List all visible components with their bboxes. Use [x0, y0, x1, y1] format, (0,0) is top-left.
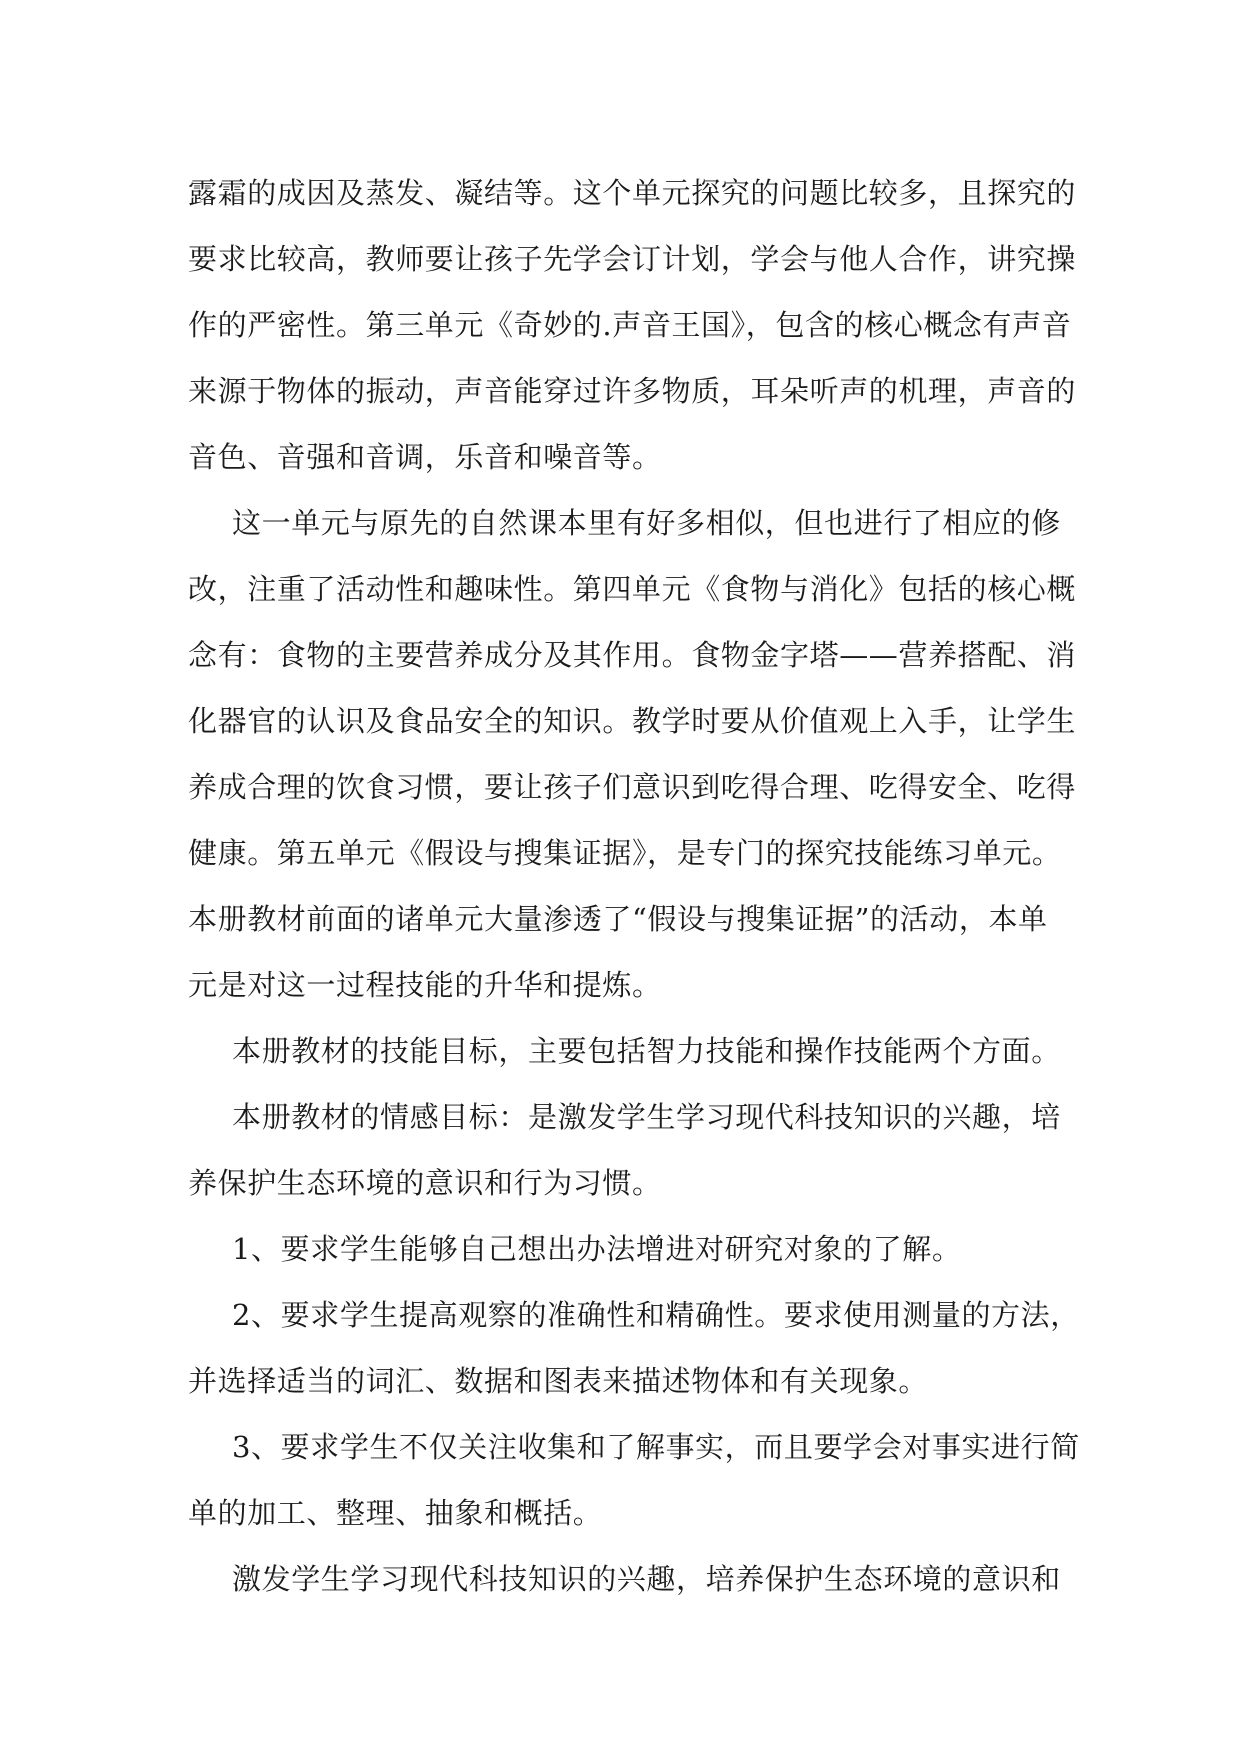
text-line-14: 本册教材的技能目标，主要包括智力技能和操作技能两个方面。	[232, 1034, 1061, 1068]
text-line-16: 养保护生态环境的意识和行为习惯。	[188, 1166, 662, 1200]
text-line-17: 1、要求学生能够自己想出办法增进对研究对象的了解。	[232, 1232, 962, 1266]
text-line-2: 要求比较高，教师要让孩子先学会订计划，学会与他人合作，讲究操	[188, 242, 1077, 276]
text-line-21: 单的加工、整理、抽象和概括。	[188, 1496, 603, 1530]
text-line-20: 3、要求学生不仅关注收集和了解事实，而且要学会对事实进行简	[232, 1430, 1080, 1464]
text-line-13: 元是对这一过程技能的升华和提炼。	[188, 968, 662, 1002]
text-line-15: 本册教材的情感目标：是激发学生学习现代科技知识的兴趣，培	[232, 1100, 1061, 1134]
text-line-1: 露霜的成因及蒸发、凝结等。这个单元探究的问题比较多，且探究的	[188, 176, 1077, 210]
text-line-11: 健康。第五单元《假设与搜集证据》，是专门的探究技能练习单元。	[188, 836, 1062, 870]
text-line-19: 并选择适当的词汇、数据和图表来描述物体和有关现象。	[188, 1364, 929, 1398]
text-line-6: 这一单元与原先的自然课本里有好多相似，但也进行了相应的修	[232, 506, 1061, 540]
body-text	[188, 160, 1080, 1612]
text-line-8: 念有：食物的主要营养成分及其作用。食物金字塔——营养搭配、消	[188, 638, 1077, 672]
text-line-3: 作的严密性。第三单元《奇妙的.声音王国》，包含的核心概念有声音	[188, 308, 1072, 342]
text-line-12: 本册教材前面的诸单元大量渗透了“假设与搜集证据”的活动，本单	[188, 902, 1048, 936]
text-line-10: 养成合理的饮食习惯，要让孩子们意识到吃得合理、吃得安全、吃得	[188, 770, 1077, 804]
text-line-5: 音色、音强和音调，乐音和噪音等。	[188, 440, 662, 474]
text-line-4: 来源于物体的振动，声音能穿过许多物质，耳朵听声的机理，声音的	[188, 374, 1077, 408]
text-line-18: 2、要求学生提高观察的准确性和精确性。要求使用测量的方法，	[232, 1298, 1080, 1332]
text-line-7: 改，注重了活动性和趣味性。第四单元《食物与消化》包括的核心概	[188, 572, 1077, 606]
text-line-22: 激发学生学习现代科技知识的兴趣，培养保护生态环境的意识和	[232, 1562, 1061, 1596]
text-line-9: 化器官的认识及食品安全的知识。教学时要从价值观上入手，让学生	[188, 704, 1077, 738]
